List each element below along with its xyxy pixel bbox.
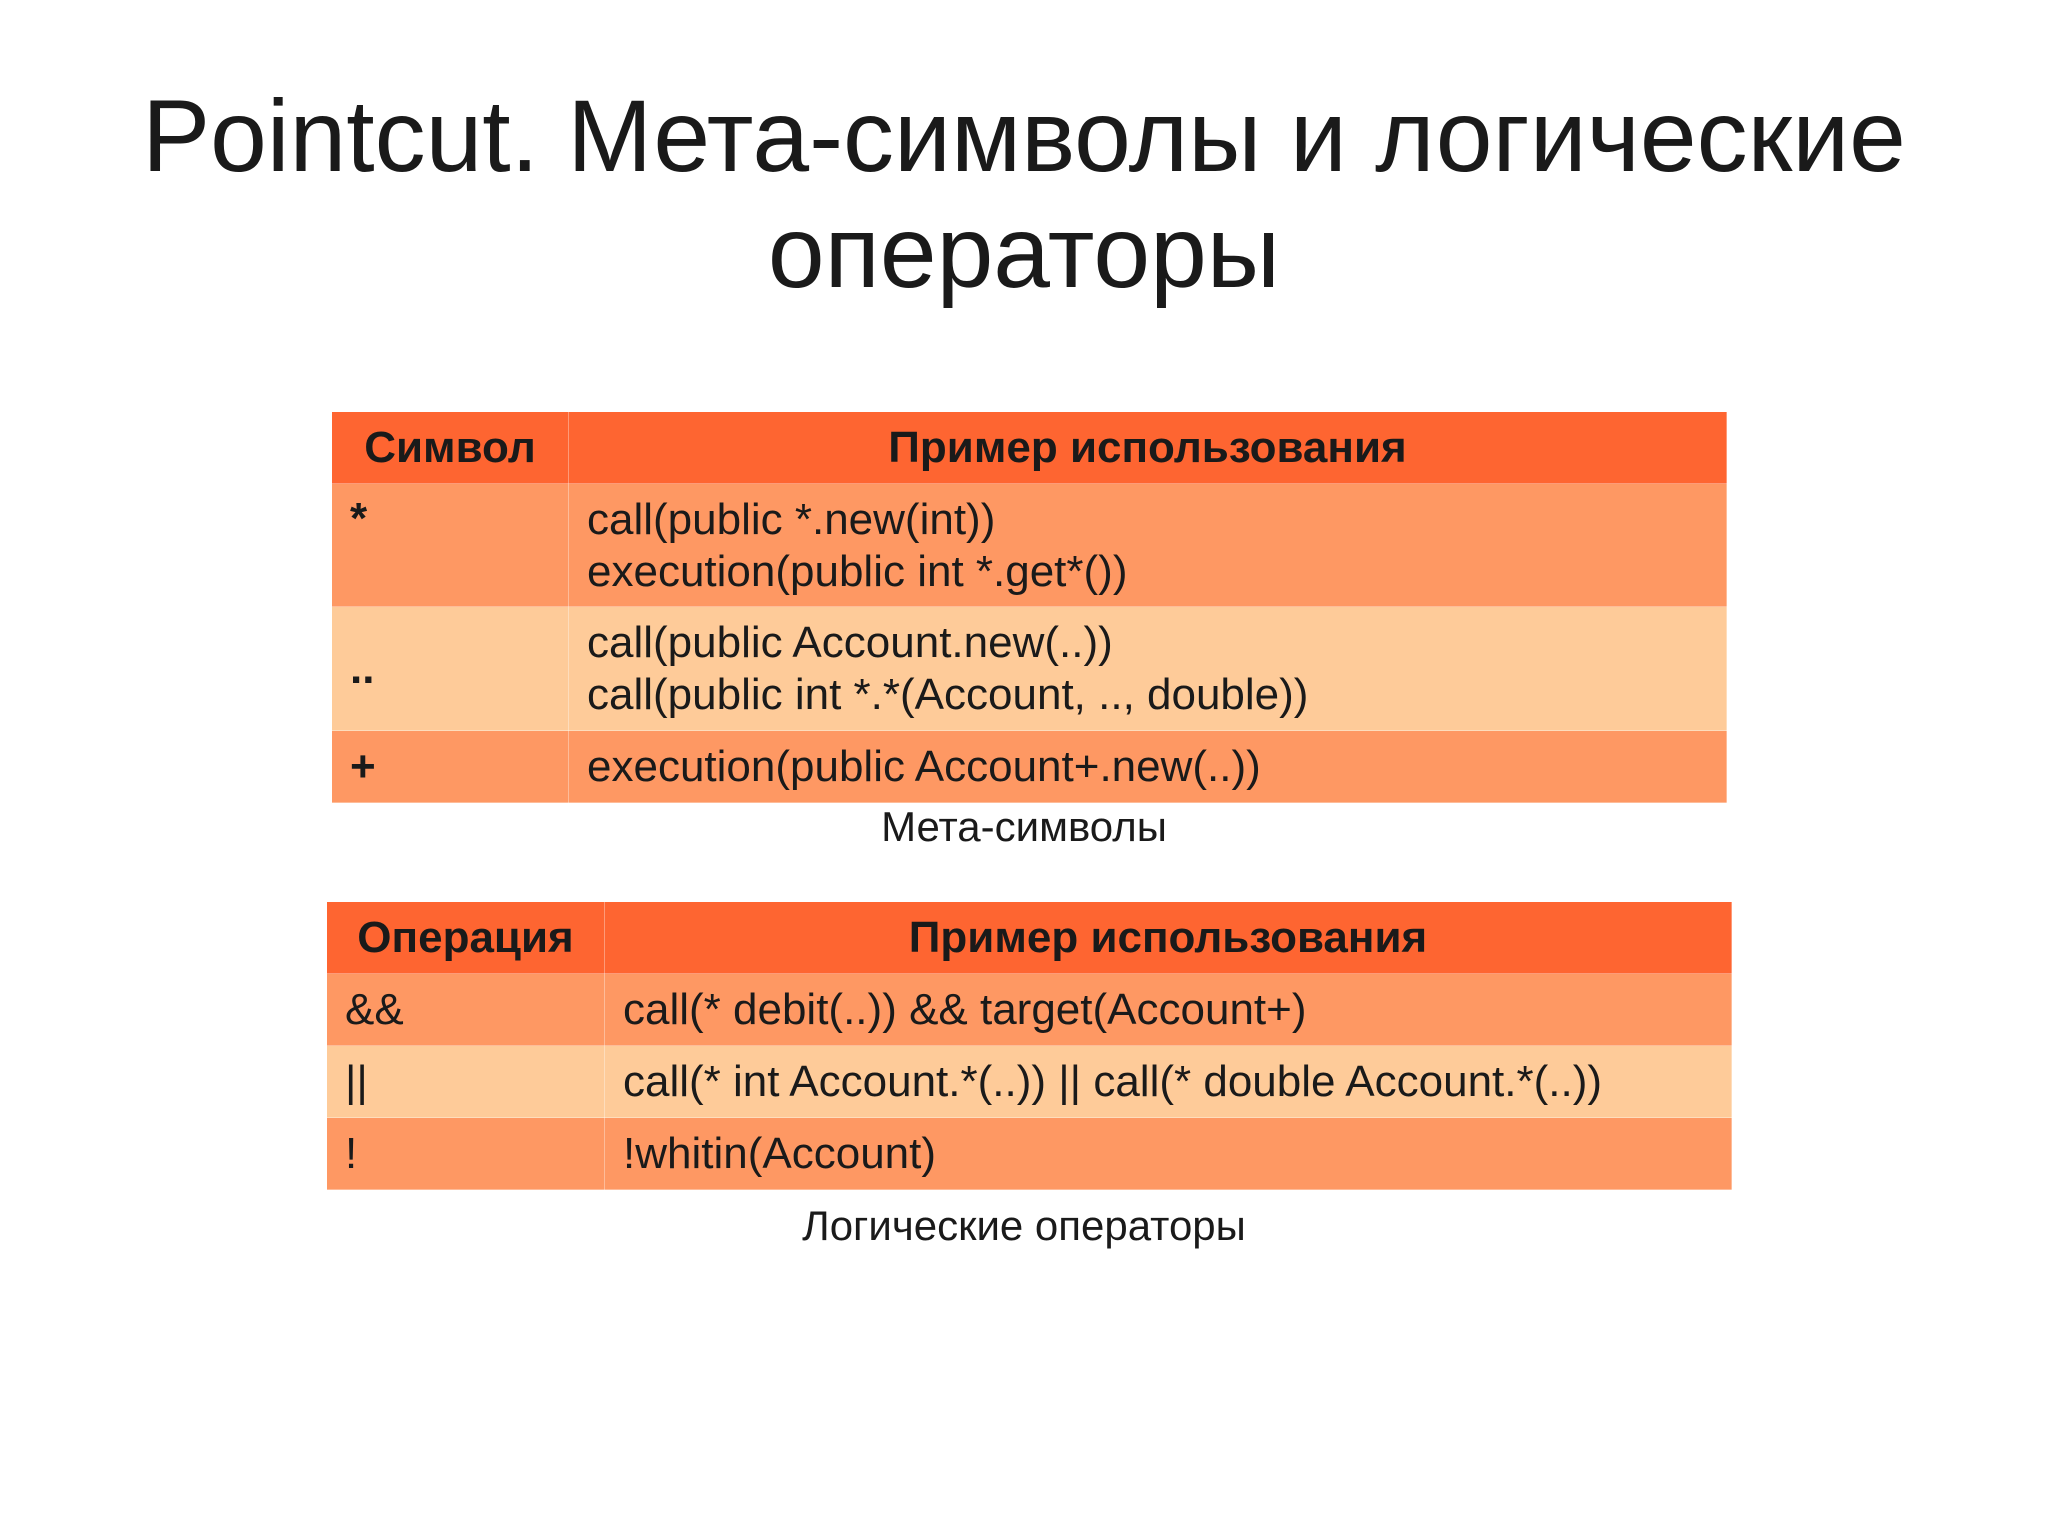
column-header-operation: Операция bbox=[327, 902, 605, 974]
table-row bbox=[332, 731, 1727, 803]
table-row bbox=[332, 607, 1727, 731]
logical-operators-table bbox=[326, 901, 1732, 1190]
operation-cell: || bbox=[327, 1046, 605, 1118]
meta-symbols-table bbox=[331, 411, 1727, 803]
example-line: call(public *.new(int)) bbox=[587, 495, 996, 544]
table-row bbox=[327, 1046, 1732, 1118]
slide-title bbox=[0, 78, 2048, 310]
meta-symbols-caption: Мета-символы bbox=[881, 803, 1167, 850]
example-cell bbox=[569, 484, 1727, 607]
example-line: call(public Account.new(..)) bbox=[587, 617, 1113, 667]
example-cell: !whitin(Account) bbox=[605, 1118, 1732, 1190]
operation-cell: && bbox=[327, 974, 605, 1046]
table-row bbox=[327, 1118, 1732, 1190]
operation-cell: ! bbox=[327, 1118, 605, 1190]
table-row bbox=[327, 974, 1732, 1046]
example-cell: call(* int Account.*(..)) || call(* double Account.*(..)) bbox=[605, 1046, 1732, 1118]
column-header-example: Пример использования bbox=[569, 412, 1727, 484]
column-header-symbol: Символ bbox=[332, 412, 569, 484]
symbol-cell: + bbox=[332, 731, 569, 803]
symbol-cell: * bbox=[332, 484, 569, 607]
symbol-cell: .. bbox=[332, 607, 569, 731]
column-header-example: Пример использования bbox=[605, 902, 1732, 974]
logical-operators-caption: Логические операторы bbox=[802, 1202, 1246, 1249]
table-header-row bbox=[327, 902, 1732, 974]
example-cell bbox=[569, 607, 1727, 731]
table-header-row bbox=[332, 412, 1727, 484]
example-cell: call(* debit(..)) && target(Account+) bbox=[605, 974, 1732, 1046]
slide-title-line-2: операторы bbox=[767, 195, 1281, 309]
example-cell bbox=[569, 731, 1727, 803]
table-row bbox=[332, 484, 1727, 607]
slide-title-line-1: Pointcut. Мета-символы и логические bbox=[142, 79, 1906, 193]
example-line: execution(public int *.get*()) bbox=[587, 547, 1128, 596]
example-line: call(public int *.*(Account, .., double)) bbox=[587, 669, 1309, 719]
example-line: execution(public Account+.new(..)) bbox=[587, 741, 1261, 791]
